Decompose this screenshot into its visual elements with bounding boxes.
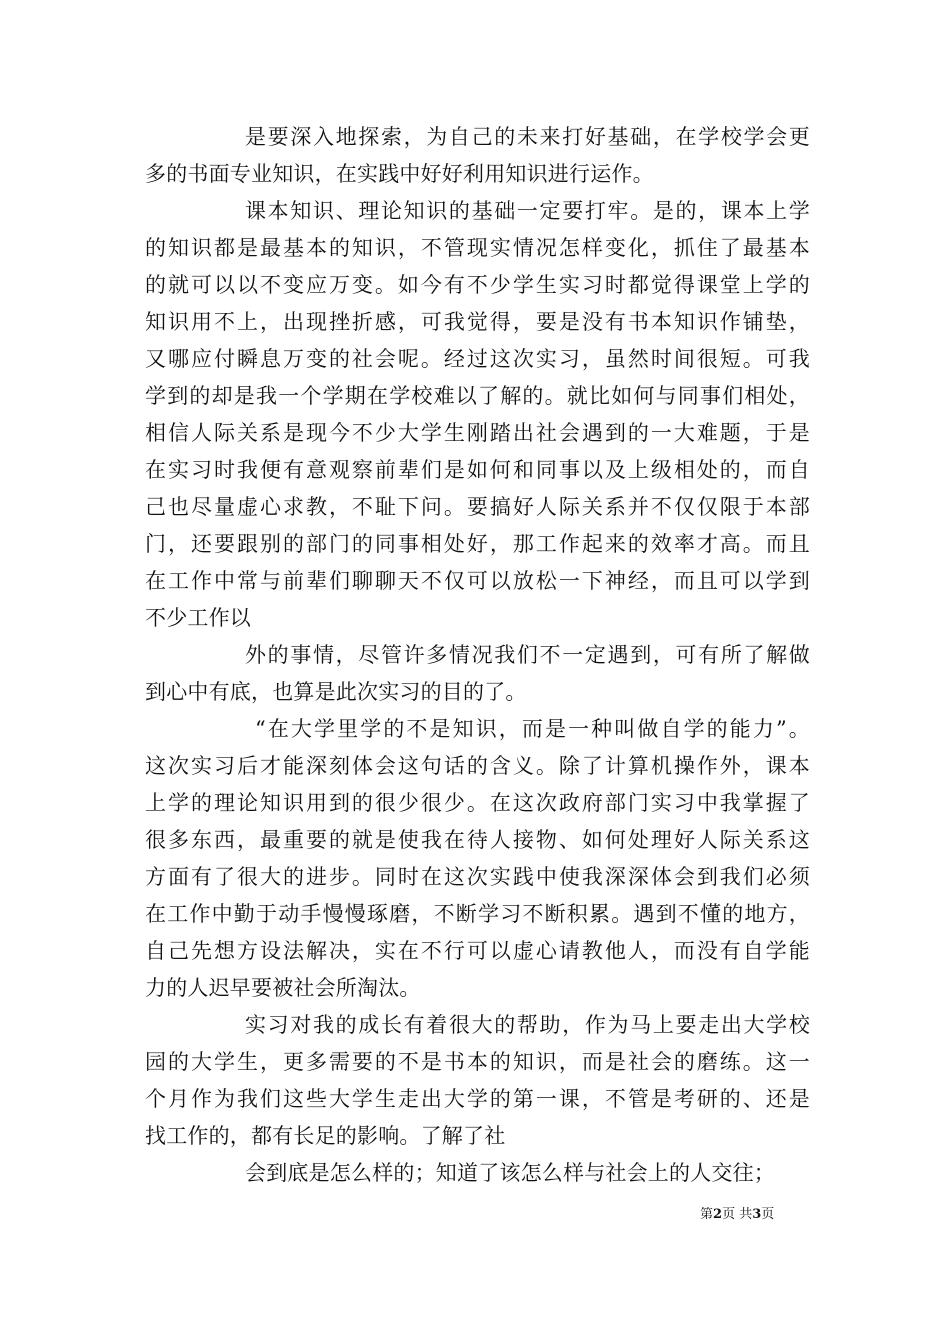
body-text [145,119,810,1192]
text-line: 个月作为我们这些大学生走出大学的第一课，不管是考研的、还是 [145,1087,810,1111]
text-line: “在大学里学的不是知识，而是一种叫做自学的能力”。 [255,717,810,741]
text-line: 相信人际关系是现今不少大学生刚踏出社会遇到的一大难题，于是 [145,421,810,445]
text-line: 门，还要跟别的部门的同事相处好，那工作起来的效率才高。而且 [145,532,810,556]
text-line: 的就可以以不变应万变。如今有不少学生实习时都觉得课堂上学的 [145,273,810,297]
text-line: 外的事情，尽管许多情况我们不一定遇到，可有所了解做 [245,643,810,667]
text-line: 会到底是怎么样的；知道了该怎么样与社会上的人交往； [245,1161,775,1185]
text-line: 在实习时我便有意观察前辈们是如何和同事以及上级相处的，而自 [145,458,810,482]
text-line: 多的书面专业知识，在实践中好好利用知识进行运作。 [145,162,654,186]
text-line: 课本知识、理论知识的基础一定要打牢。是的，课本上学 [245,199,810,223]
page-number-prefix: 第 [700,1207,714,1222]
text-line: 己也尽量虚心求教，不耻下问。要搞好人际关系并不仅仅限于本部 [145,495,810,519]
text-line: 在工作中勤于动手慢慢琢磨，不断学习不断积累。遇到不懂的地方， [145,902,810,926]
text-line: 方面有了很大的进步。同时在这次实践中使我深深体会到我们必须 [145,865,810,889]
text-line: 园的大学生，更多需要的不是书本的知识，而是社会的磨练。这一 [145,1050,810,1074]
text-line: 学到的却是我一个学期在学校难以了解的。就比如何与同事们相处， [145,384,810,408]
page-current: 2 [713,1207,723,1222]
text-line: 知识用不上，出现挫折感，可我觉得，要是没有书本知识作铺垫， [145,310,810,334]
page-number-mid: 页 共 [722,1207,753,1222]
text-line: 是要深入地探索，为自己的未来打好基础，在学校学会更 [245,125,810,149]
text-line: 这次实习后才能深刻体会这句话的含义。除了计算机操作外，课本 [145,754,810,778]
text-line: 上学的理论知识用到的很少很少。在这次政府部门实习中我掌握了 [145,791,810,815]
text-line: 又哪应付瞬息万变的社会呢。经过这次实习，虽然时间很短。可我 [145,347,810,371]
text-line: 不少工作以 [145,606,251,630]
text-line: 力的人迟早要被社会所淘汰。 [145,976,421,1000]
page-total: 3 [752,1207,762,1222]
text-line: 很多东西，最重要的就是使我在待人接物、如何处理好人际关系这 [145,828,810,852]
text-line: 在工作中常与前辈们聊聊天不仅可以放松一下神经，而且可以学到 [145,569,810,593]
text-line: 实习对我的成长有着很大的帮助，作为马上要走出大学校 [245,1013,810,1037]
page-number [700,1206,820,1224]
text-line: 到心中有底，也算是此次实习的目的了。 [145,680,527,704]
text-line: 自己先想方设法解决，实在不行可以虚心请教他人，而没有自学能 [145,939,810,963]
text-line: 的知识都是最基本的知识，不管现实情况怎样变化，抓住了最基本 [145,236,810,260]
text-line: 找工作的，都有长足的影响。了解了社 [145,1124,506,1148]
page-number-suffix: 页 [761,1207,775,1222]
